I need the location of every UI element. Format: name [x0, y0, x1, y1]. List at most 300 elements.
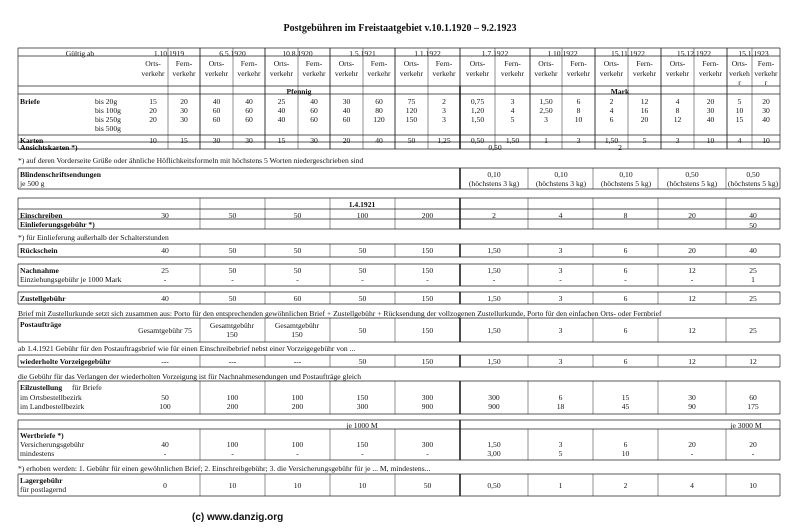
briefe-value: 60 [212, 106, 221, 115]
briefe-value: 30 [180, 106, 188, 115]
weight-label: bis 20g [95, 97, 118, 106]
postauftrag-value: 25 [749, 326, 757, 335]
briefe-value: 60 [310, 106, 318, 115]
briefe-value: 60 [245, 106, 253, 115]
row-lager-sub: für postlagernd [20, 485, 67, 494]
header-col: verkehr [566, 69, 591, 78]
row-einlieferung: Einlieferungsgebühr *) [20, 220, 95, 229]
briefe-value: 75 [407, 97, 416, 106]
eil-value: 900 [421, 402, 434, 411]
nachnahme-value: 3 [558, 266, 563, 275]
eil-value: 300 [356, 402, 369, 411]
row-vorzeige: wiederholte Vorzeigegebühr [20, 357, 111, 366]
rueckschein-value: 6 [623, 246, 628, 255]
eil-value: 200 [226, 402, 239, 411]
zustell-value: 40 [161, 294, 169, 303]
footnote: *) auf deren Vorderseite Grüße oder ähnliche Höflichkeitsformeln mit höchstens 5 Worten niedergeschrieben sind [18, 156, 364, 165]
vorzeige-value: --- [161, 357, 169, 366]
wert-value: 20 [749, 440, 757, 449]
wert-unit: je 1000 M [346, 421, 378, 430]
zustell-value: 50 [358, 294, 367, 303]
footnote: *) für Einlieferung außerhalb der Schalterstunden [18, 233, 169, 242]
wert-value: - [163, 449, 167, 458]
briefe-value: 60 [375, 97, 383, 106]
briefe-value: 20 [180, 97, 188, 106]
briefe-value: 5 [510, 115, 515, 124]
header-date: 1.10.1919 [153, 49, 185, 58]
lager-value: 10 [749, 481, 757, 490]
zustell-value: 12 [688, 294, 696, 303]
karten-value: 1 [544, 136, 548, 145]
briefe-value: 5 [737, 97, 742, 106]
nachnahme-subvalue: - [163, 275, 167, 284]
row-wertbriefe: Wertbriefe *) [20, 431, 64, 440]
briefe-value: 2 [442, 97, 446, 106]
briefe-value: 10 [735, 106, 744, 115]
postauftrag-value: 3 [558, 326, 563, 335]
briefe-value: 2 [609, 97, 614, 106]
briefe-value: 60 [245, 115, 253, 124]
header-col: verkehr [465, 69, 490, 78]
briefe-value: 2,50 [539, 106, 553, 115]
blinden-limit: (höchstens 5 kg) [666, 179, 718, 188]
nachnahme-value: 1,50 [487, 266, 501, 275]
row-briefe: Briefe [20, 97, 40, 106]
wert-value: 3 [558, 440, 563, 449]
eil-value: 100 [226, 393, 239, 402]
wert-value: - [751, 449, 755, 458]
briefe-value: 20 [149, 106, 157, 115]
rueckschein-value: 40 [749, 246, 757, 255]
briefe-value: 3 [442, 115, 446, 124]
einschreiben-value: 200 [421, 211, 434, 220]
wert-value: 300 [421, 440, 434, 449]
postauftrag-total: Gesamtgebühr 75 [138, 326, 192, 335]
nachnahme-value: 25 [749, 266, 757, 275]
briefe-value: 20 [149, 115, 157, 124]
briefe-value: 20 [762, 97, 770, 106]
header-col: verkehr [204, 69, 229, 78]
header-col: verkehr [665, 69, 690, 78]
einschreiben-value: 20 [688, 211, 696, 220]
briefe-value: 3 [544, 115, 548, 124]
nachnahme-value: 6 [623, 266, 628, 275]
row-nachnahme: Nachnahme [20, 266, 59, 275]
zustell-value: 50 [228, 294, 237, 303]
footnote: die Gebühr für das Verlangen der wiederholten Vorzeigung ist für Nachnahmesendungen und Postaufträge gleich [18, 372, 362, 381]
einschreiben-date: 1.4.1921 [348, 200, 376, 209]
briefe-value: 10 [574, 115, 583, 124]
nachnahme-value: 150 [421, 266, 434, 275]
briefe-value: 40 [277, 115, 286, 124]
briefe-value: 20 [640, 115, 649, 124]
header-col: verkehr [141, 69, 165, 78]
blinden-value: 0,10 [554, 170, 568, 179]
briefe-value: 15 [735, 115, 744, 124]
zustell-value: 1,50 [487, 294, 501, 303]
row-blinden-sub: je 500 g [20, 179, 45, 188]
row-lager: Lagergebühr [20, 476, 63, 485]
karten-value: 40 [375, 136, 383, 145]
header-col: verkehr [172, 69, 196, 78]
einschreiben-value: 4 [558, 211, 563, 220]
header-col: Orts- [669, 59, 686, 68]
nachnahme-value: 25 [161, 266, 169, 275]
header-col: Fern- [757, 59, 775, 68]
lager-value: 10 [358, 481, 367, 490]
row-eil-ort: im Ortsbestellbezirk [20, 393, 82, 402]
header-date: 1.5.1921 [349, 49, 376, 58]
row-nachnahme-sub: Einziehungsgebühr je 1000 Mark [20, 275, 122, 284]
page-title: Postgebühren im Freistaatgebiet v.10.1.1920 – 9.2.1923 [283, 23, 517, 34]
header-col: Orts- [469, 59, 486, 68]
nachnahme-subvalue: - [559, 275, 562, 284]
vorzeige-value: 12 [688, 357, 696, 366]
briefe-value: 40 [706, 115, 715, 124]
footnote: ab 1.4.1921 Gebühr für den Postauftragsbrief wie für einen Einschreibebrief nebst einer Vorzeigegebühr von ... [18, 344, 356, 353]
karten-value: 50 [407, 136, 416, 145]
karten-value: 10 [762, 136, 770, 145]
eil-value: 200 [291, 402, 304, 411]
vorzeige-value: 12 [749, 357, 757, 366]
blinden-value: 0,50 [746, 170, 760, 179]
briefe-value: 0,75 [470, 97, 485, 106]
header-col: Fern- [240, 59, 258, 68]
rueckschein-value: 50 [228, 246, 237, 255]
briefe-value: 60 [342, 115, 351, 124]
header-col: Orts- [273, 59, 290, 68]
briefe-value: 120 [405, 106, 418, 115]
header-col: verkehr [269, 69, 294, 78]
wert-value: 3,00 [487, 449, 501, 458]
karten-value: 5 [642, 136, 647, 145]
eil-value: 300 [488, 393, 500, 402]
eil-value: 300 [421, 393, 434, 402]
briefe-value: 6 [576, 97, 581, 106]
karten-value: 0,50 [470, 136, 485, 145]
lager-value: 2 [623, 481, 628, 490]
vorzeige-value: 50 [358, 357, 367, 366]
nachnahme-subvalue: - [690, 275, 694, 284]
briefe-value: 12 [673, 115, 682, 124]
briefe-value: 40 [212, 97, 221, 106]
postauftrag-total: 150 [226, 330, 238, 339]
briefe-value: 150 [405, 115, 418, 124]
postauftrag-value: 1,50 [487, 326, 501, 335]
rueckschein-value: 1,50 [487, 246, 501, 255]
vorzeige-value: --- [293, 357, 302, 366]
briefe-value: 40 [762, 115, 770, 124]
eil-value: 45 [621, 402, 630, 411]
header-col: Fern- [175, 59, 193, 68]
vorzeige-value: --- [228, 357, 237, 366]
header-date: 1.10.1922 [547, 49, 578, 58]
briefe-value: 60 [310, 115, 318, 124]
eil-value: 100 [159, 402, 171, 411]
karten-value: 30 [212, 136, 221, 145]
postauftrag-value: 6 [623, 326, 628, 335]
header-col: verkehr [237, 69, 261, 78]
header-col: verkehr [367, 69, 391, 78]
blinden-limit: (höchstens 3 kg) [535, 179, 587, 188]
karten-value: 1,50 [604, 136, 619, 145]
header-col: Orts- [731, 59, 748, 68]
briefe-value: 25 [277, 97, 286, 106]
eil-value: 50 [161, 393, 169, 402]
briefe-value: 8 [675, 106, 680, 115]
wert-unit: je 3000 M [730, 421, 762, 430]
header-col: verkehr [500, 69, 525, 78]
briefe-value: 12 [640, 97, 649, 106]
postauftrag-value: 150 [421, 326, 434, 335]
eil-value: 175 [747, 402, 759, 411]
header-date: 15.11.1922 [611, 49, 645, 58]
eil-value: 6 [558, 393, 563, 402]
lager-value: 1 [558, 481, 563, 490]
row-wert-versicherung: Versicherungsgebühr [20, 440, 85, 449]
header-date: 1.1.1922 [414, 49, 441, 58]
wert-value: 100 [226, 440, 239, 449]
briefe-value: 1,20 [470, 106, 485, 115]
einschreiben-value: 40 [749, 211, 757, 220]
wert-value: 100 [291, 440, 304, 449]
nachnahme-subvalue: - [624, 275, 627, 284]
karten-value: 1,50 [505, 136, 520, 145]
briefe-value: 16 [640, 106, 649, 115]
wert-value: - [231, 449, 234, 458]
nachnahme-value: 50 [293, 266, 302, 275]
eil-value: 90 [688, 402, 696, 411]
karten-value: 3 [675, 136, 680, 145]
briefe-value: 6 [609, 115, 614, 124]
briefe-value: 60 [212, 115, 221, 124]
vorzeige-value: 150 [421, 357, 434, 366]
briefe-value: 30 [180, 115, 188, 124]
eil-value: 900 [488, 402, 500, 411]
header-date: 15.12.1922 [676, 49, 712, 58]
wert-value: - [296, 449, 299, 458]
zustell-value: 25 [749, 294, 757, 303]
nachnahme-value: 50 [358, 266, 367, 275]
briefe-value: 120 [373, 115, 385, 124]
wert-value: 5 [558, 449, 563, 458]
briefe-value: 4 [510, 106, 515, 115]
weight-label: bis 250g [95, 115, 121, 124]
briefe-value: 40 [245, 97, 253, 106]
blinden-value: 0,10 [487, 170, 501, 179]
header-col: verkehr [754, 69, 778, 78]
briefe-value: 40 [310, 97, 318, 106]
zustell-value: 60 [293, 294, 302, 303]
briefe-value: 4 [609, 106, 614, 115]
unit-mark: Mark [610, 87, 630, 96]
lager-value: 10 [293, 481, 302, 490]
row-einschreiben: Einschreiben [20, 211, 63, 220]
vorzeige-value: 1,50 [487, 357, 501, 366]
weight-label: bis 500g [95, 124, 121, 133]
wert-value: 150 [356, 440, 369, 449]
rueckschein-value: 3 [558, 246, 563, 255]
blinden-limit: (höchstens 3 kg) [468, 179, 520, 188]
header-col: verkehr [599, 69, 624, 78]
eil-value: 150 [356, 393, 369, 402]
ansicht-value: 0,50 [488, 143, 502, 152]
header-col: verkehr [334, 69, 359, 78]
nachnahme-subvalue: - [492, 275, 496, 284]
row-postauftrag: Postaufträge [20, 320, 62, 329]
header-date: 10.8.1920 [282, 49, 313, 58]
vorzeige-value: 6 [623, 357, 628, 366]
postauftrag-value: 50 [358, 326, 367, 335]
wert-value: 6 [623, 440, 628, 449]
briefe-value: 30 [706, 106, 715, 115]
nachnahme-subvalue: - [296, 275, 299, 284]
rueckschein-value: 50 [293, 246, 302, 255]
row-eilzustellung: Eilzustellung [20, 383, 63, 392]
header-col: Fern- [570, 59, 587, 68]
row-rueckschein: Rückschein [20, 246, 58, 255]
nachnahme-subvalue: - [426, 275, 429, 284]
header-col: r [738, 78, 741, 87]
header-col: verkehr [302, 69, 326, 78]
briefe-value: 40 [342, 106, 351, 115]
einschreiben-value: 30 [161, 211, 169, 220]
header-col: Fern- [305, 59, 323, 68]
row-eilzustellung-b: für Briefe [72, 383, 102, 392]
header-col: Orts- [538, 59, 554, 68]
header-col: Fern- [435, 59, 453, 68]
header-col: Orts- [338, 59, 355, 68]
zustell-value: 150 [421, 294, 434, 303]
header-col: verkehr [432, 69, 456, 78]
rueckschein-value: 20 [688, 246, 696, 255]
briefe-value: 3 [442, 106, 446, 115]
header-col: Fern- [370, 59, 388, 68]
footnote: Brief mit Zustellurkunde setzt sich zusammen aus: Porto für den entsprechenden gewöhnlichen Brief + Zustellgebühr + Rücksendung der vollzogenen Zustellurkunde, Porto für den einfachen Orts- oder Fernbrief [18, 309, 662, 318]
header-col: verkehr [632, 69, 657, 78]
nachnahme-subvalue: - [361, 275, 364, 284]
header-col: Fern- [504, 59, 521, 68]
karten-value: 10 [149, 136, 157, 145]
header-col: r [764, 78, 768, 87]
einschreiben-value: 50 [228, 211, 237, 220]
postauftrag-value: 12 [688, 326, 696, 335]
blinden-limit: (höchstens 5 kg) [600, 179, 652, 188]
header-col: Fern- [636, 59, 653, 68]
wert-value: 20 [688, 440, 696, 449]
lager-value: 10 [228, 481, 237, 490]
header-col: Orts- [603, 59, 620, 68]
unit-pfennig: Pfennig [286, 87, 312, 96]
briefe-value: 30 [342, 97, 351, 106]
rueckschein-value: 150 [421, 246, 434, 255]
nachnahme-value: 50 [228, 266, 237, 275]
einschreiben-value: 50 [293, 211, 302, 220]
row-blinden: Blindenschriftsendungen [20, 170, 102, 179]
karten-value: 20 [342, 136, 351, 145]
briefe-value: 30 [762, 106, 770, 115]
karten-value: 15 [277, 136, 286, 145]
einschreiben-value: 8 [623, 211, 628, 220]
header-date: 15.1.1923 [738, 49, 769, 58]
copyright-footer: (c) www.danzig.org [192, 512, 284, 523]
row-karten: Karten [20, 136, 44, 145]
briefe-value: 15 [149, 97, 157, 106]
wert-value: - [690, 449, 694, 458]
briefe-value: 3 [510, 97, 515, 106]
zustell-value: 3 [558, 294, 563, 303]
header-date: 6.5.1920 [219, 49, 246, 58]
einschreiben-value: 2 [492, 211, 496, 220]
briefe-value: 1,50 [539, 97, 553, 106]
eil-value: 100 [291, 393, 304, 402]
header-date: 1.7.1922 [481, 49, 509, 58]
nachnahme-subvalue: 1 [751, 275, 755, 284]
briefe-value: 20 [706, 97, 715, 106]
wert-value: - [361, 449, 364, 458]
lager-value: 0,50 [487, 481, 501, 490]
nachnahme-value: 12 [688, 266, 696, 275]
postauftrag-total: Gesamtgebühr [274, 321, 320, 330]
header-col: verkehr [399, 69, 424, 78]
lager-value: 4 [690, 481, 694, 490]
row-ansichtskarten: Ansichtskarten *) [20, 143, 78, 152]
karten-value: 3 [576, 136, 581, 145]
header-col: verkehr [698, 69, 723, 78]
lager-value: 50 [423, 481, 432, 490]
vorzeige-value: 3 [558, 357, 563, 366]
rueckschein-value: 40 [161, 246, 169, 255]
karten-value: 30 [245, 136, 253, 145]
karten-value: 15 [180, 136, 188, 145]
footnote: *) erhoben werden: 1. Gebühr für einen gewöhnlichen Brief; 2. Einschreibgebühr; 3. die Versicherungsgebühr für je ... M, mindestens... [18, 464, 431, 473]
nachnahme-subvalue: - [231, 275, 234, 284]
rueckschein-value: 50 [358, 246, 367, 255]
einschreiben-value: 100 [356, 211, 369, 220]
header-col: Orts- [403, 59, 420, 68]
wert-value: - [426, 449, 429, 458]
briefe-value: 8 [576, 106, 581, 115]
zustell-value: 6 [623, 294, 628, 303]
einlieferung-value: 50 [749, 221, 757, 230]
ansicht-value: 2 [618, 143, 622, 152]
row-eil-land: im Landbestellbezirk [20, 402, 85, 411]
briefe-value: 80 [375, 106, 383, 115]
briefe-value: 4 [675, 97, 680, 106]
eil-value: 18 [556, 402, 565, 411]
eil-value: 15 [621, 393, 630, 402]
eil-value: 30 [688, 393, 696, 402]
karten-value: 10 [706, 136, 715, 145]
header-col: Orts- [208, 59, 225, 68]
header-col: verkehr [534, 69, 558, 78]
wert-value: 40 [161, 440, 169, 449]
weight-label: bis 100g [95, 106, 121, 115]
eil-value: 60 [749, 393, 757, 402]
karten-value: 30 [310, 136, 318, 145]
header-col: verkeh [729, 69, 750, 78]
header-gueltig: Gültig ab [65, 49, 95, 58]
header-col: Fern- [702, 59, 719, 68]
briefe-value: 40 [277, 106, 286, 115]
lager-value: 0 [163, 481, 167, 490]
briefe-value: 1,50 [470, 115, 485, 124]
wert-value: 1,50 [487, 440, 501, 449]
row-zustell: Zustellgebühr [20, 294, 66, 303]
postauftrag-total: 150 [291, 330, 303, 339]
postauftrag-total: Gesamtgebühr [209, 321, 255, 330]
blinden-value: 0,50 [685, 170, 699, 179]
